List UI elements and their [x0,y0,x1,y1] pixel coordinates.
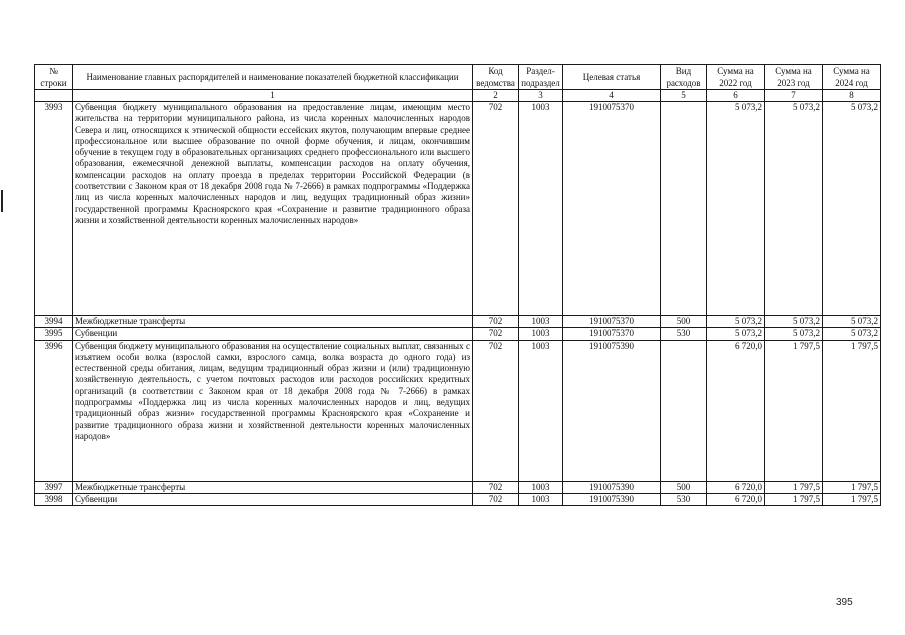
target-article: 1910075390 [563,481,661,493]
sum-2024: 5 073,2 [823,102,881,316]
section-code: 1003 [519,102,563,316]
target-article: 1910075370 [563,102,661,316]
section-code: 1003 [519,481,563,493]
sum-2024: 5 073,2 [823,316,881,328]
table-row [35,316,881,328]
row-number: 3998 [35,493,73,505]
column-number: 2 [473,90,519,102]
column-number: 3 [519,90,563,102]
row-name: Межбюджетные трансферты [73,316,473,328]
target-article: 1910075390 [563,340,661,481]
sum-2023: 1 797,5 [765,493,823,505]
sum-2022: 6 720,0 [707,493,765,505]
sum-2022: 6 720,0 [707,481,765,493]
dept-code: 702 [473,316,519,328]
column-number: 4 [563,90,661,102]
table-row [35,328,881,340]
row-number: 3994 [35,316,73,328]
column-number [35,90,73,102]
sum-2022: 5 073,2 [707,316,765,328]
dept-code: 702 [473,328,519,340]
column-number: 8 [823,90,881,102]
sum-2024: 1 797,5 [823,481,881,493]
table-row [35,481,881,493]
sum-2022: 5 073,2 [707,102,765,316]
expense-type: 500 [661,316,707,328]
budget-table [34,64,881,506]
table-row [35,340,881,481]
section-code: 1003 [519,340,563,481]
header-sum-2023: Сумма на 2023 год [765,65,823,90]
header-row-number: № строки [35,65,73,90]
header-expense-type: Вид расходов [661,65,707,90]
scan-edge-mark [1,190,3,212]
section-code: 1003 [519,316,563,328]
section-code: 1003 [519,328,563,340]
dept-code: 702 [473,102,519,316]
dept-code: 702 [473,481,519,493]
column-number: 7 [765,90,823,102]
sum-2022: 5 073,2 [707,328,765,340]
sum-2023: 5 073,2 [765,102,823,316]
expense-type: 530 [661,328,707,340]
row-name: Субвенции [73,328,473,340]
expense-type [661,102,707,316]
sum-2022: 6 720,0 [707,340,765,481]
row-name: Межбюджетные трансферты [73,481,473,493]
header-row [35,65,881,90]
row-number: 3996 [35,340,73,481]
target-article: 1910075390 [563,493,661,505]
header-sum-2022: Сумма на 2022 год [707,65,765,90]
target-article: 1910075370 [563,316,661,328]
page-number: 395 [836,597,853,608]
row-name: Субвенции [73,493,473,505]
table-row [35,493,881,505]
expense-type [661,340,707,481]
header-name: Наименование главных распорядителей и наименование показателей бюджетной классификации [73,65,473,90]
row-number: 3995 [35,328,73,340]
row-name: Субвенция бюджету муниципального образования на осуществление социальных выплат, связанных с изъятием особи волка (взрослой самки, взрослого самца, волка возраста до одного года) из естественной среды обитания, лицам, ведущим традиционный образ жизни и (или) традиционную хозяйственную деятельность, с учетом почтовых расходов или расходов российских кредитных организаций (в соответствии с Законом края от 18 декабря 2008 года № 7-2666) в рамках подпрограммы «Поддержка лиц из числа коренных малочисленных народов и лиц, ведущих традиционный образ жизни» государственной программы Красноярского края «Сохранение и развитие традиционного образа жизни и хозяйственной деятельности коренных малочисленных народов» [73,340,473,481]
header-section: Раздел-подраздел [519,65,563,90]
target-article: 1910075370 [563,328,661,340]
header-sum-2024: Сумма на 2024 год [823,65,881,90]
row-name: Субвенция бюджету муниципального образования на предоставление лицам, имеющим место жительства на территории муниципального района, из числа коренных малочисленных народов Севера и лиц, относящихся к этнической общности ессейских якутов, получающим впервые среднее профессиональное или высшее образование по очной форме обучения, и лицам, окончившим обучение в текущем году в образовательных организациях среднего профессионального или высшего образования, ежемесячной денежной выплаты, компенсации расходов на оплату обучения, компенсации расходов на оплату проезда в пределах территории Российской Федерации (в соответствии с Законом края от 18 декабря 2008 года № 7-2666) в рамках подпрограммы «Поддержка лиц из числа коренных малочисленных народов и лиц, ведущих традиционный образ жизни» государственной программы Красноярского края «Сохранение и развитие традиционного образа жизни и хозяйственной деятельности коренных малочисленных народов» [73,102,473,316]
column-number: 1 [73,90,473,102]
column-number: 5 [661,90,707,102]
section-code: 1003 [519,493,563,505]
dept-code: 702 [473,493,519,505]
sum-2024: 1 797,5 [823,340,881,481]
header-target-article: Целевая статья [563,65,661,90]
expense-type: 530 [661,493,707,505]
sum-2023: 1 797,5 [765,340,823,481]
column-number: 6 [707,90,765,102]
header-dept-code: Код ведомства [473,65,519,90]
row-number: 3993 [35,102,73,316]
table-row [35,102,881,316]
sum-2024: 1 797,5 [823,493,881,505]
row-number: 3997 [35,481,73,493]
sum-2023: 1 797,5 [765,481,823,493]
column-number-row [35,90,881,102]
dept-code: 702 [473,340,519,481]
sum-2023: 5 073,2 [765,328,823,340]
sum-2024: 5 073,2 [823,328,881,340]
sum-2023: 5 073,2 [765,316,823,328]
expense-type: 500 [661,481,707,493]
